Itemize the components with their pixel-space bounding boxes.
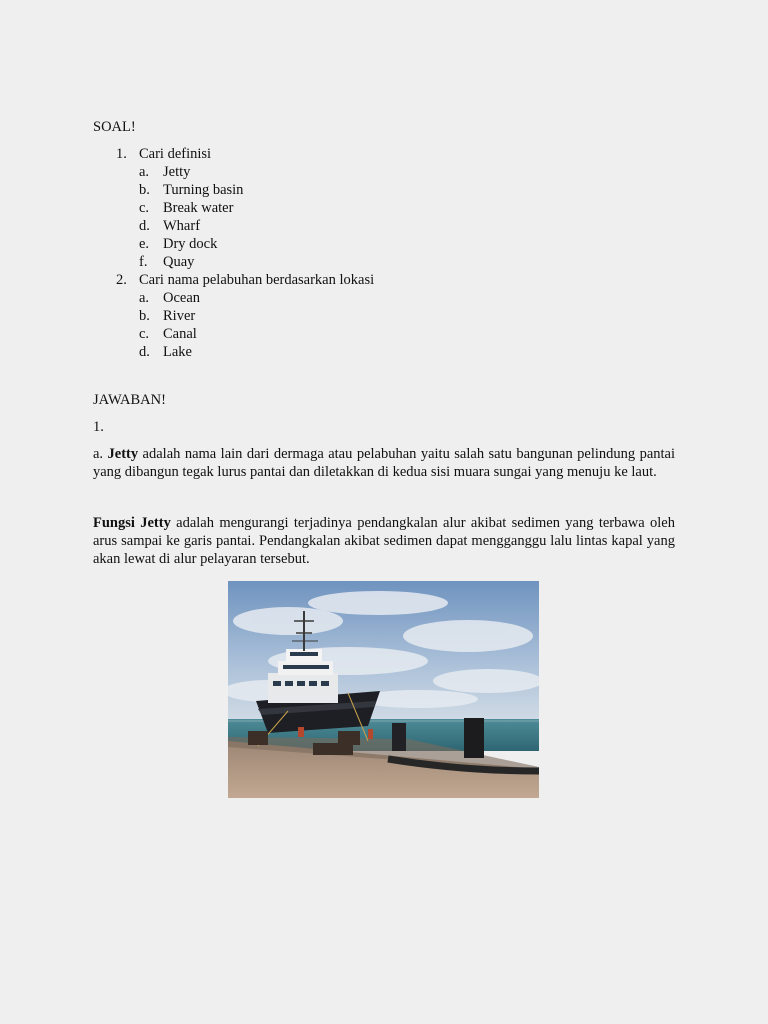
paragraph-prefix: a. xyxy=(93,446,108,462)
question-text: Cari definisi xyxy=(139,146,212,162)
item-letter: b. xyxy=(139,182,150,198)
term-jetty: Jetty xyxy=(107,446,139,462)
item-letter: d. xyxy=(139,344,150,360)
item-text: Jetty xyxy=(163,164,191,180)
soal-heading: SOAL! xyxy=(93,119,136,135)
item-letter: b. xyxy=(139,308,150,324)
bollard xyxy=(392,723,406,751)
item-text: River xyxy=(163,308,196,324)
item-letter: a. xyxy=(139,164,150,180)
item-text: Wharf xyxy=(163,218,201,234)
item-text: Turning basin xyxy=(163,182,244,198)
question-text: Cari nama pelabuhan berdasarkan lokasi xyxy=(139,272,375,288)
item-letter: d. xyxy=(139,218,150,234)
item-text: Ocean xyxy=(163,290,201,306)
item-text: Quay xyxy=(163,254,195,270)
jetty-definition-paragraph xyxy=(93,445,675,481)
item-letter: c. xyxy=(139,326,150,342)
question-number: 1. xyxy=(116,146,127,162)
jetty-function-paragraph xyxy=(93,514,675,568)
bollard xyxy=(464,718,484,758)
jawaban-heading: JAWABAN! xyxy=(93,392,166,408)
answer-number: 1. xyxy=(93,419,104,435)
question-number: 2. xyxy=(116,272,127,288)
item-letter: e. xyxy=(139,236,150,252)
item-text: Canal xyxy=(163,326,197,342)
item-letter: c. xyxy=(139,200,150,216)
tugboat-cabin xyxy=(268,673,338,703)
item-text: Lake xyxy=(163,344,192,360)
tugboat-photo xyxy=(228,581,539,798)
item-text: Dry dock xyxy=(163,236,218,252)
item-letter: f. xyxy=(139,254,148,270)
paragraph-body: adalah mengurangi terjadinya pendangkalan alur akibat sedimen yang terbawa oleh arus sampai ke garis pantai. Pendangkalan akibat sedimen dapat mengganggu lalu lintas kapal yang akan lewat di alur pelayaran tersebut. xyxy=(93,515,675,567)
term-fungsi-jetty: Fungsi Jetty xyxy=(93,515,171,531)
paragraph-body: adalah nama lain dari dermaga atau pelabuhan yaitu salah satu bangunan pelindung pantai yang dibangun tegak lurus pantai dan diletakkan di kedua sisi muara sungai yang menuju ke laut. xyxy=(93,446,676,480)
item-letter: a. xyxy=(139,290,150,306)
item-text: Break water xyxy=(163,200,234,216)
